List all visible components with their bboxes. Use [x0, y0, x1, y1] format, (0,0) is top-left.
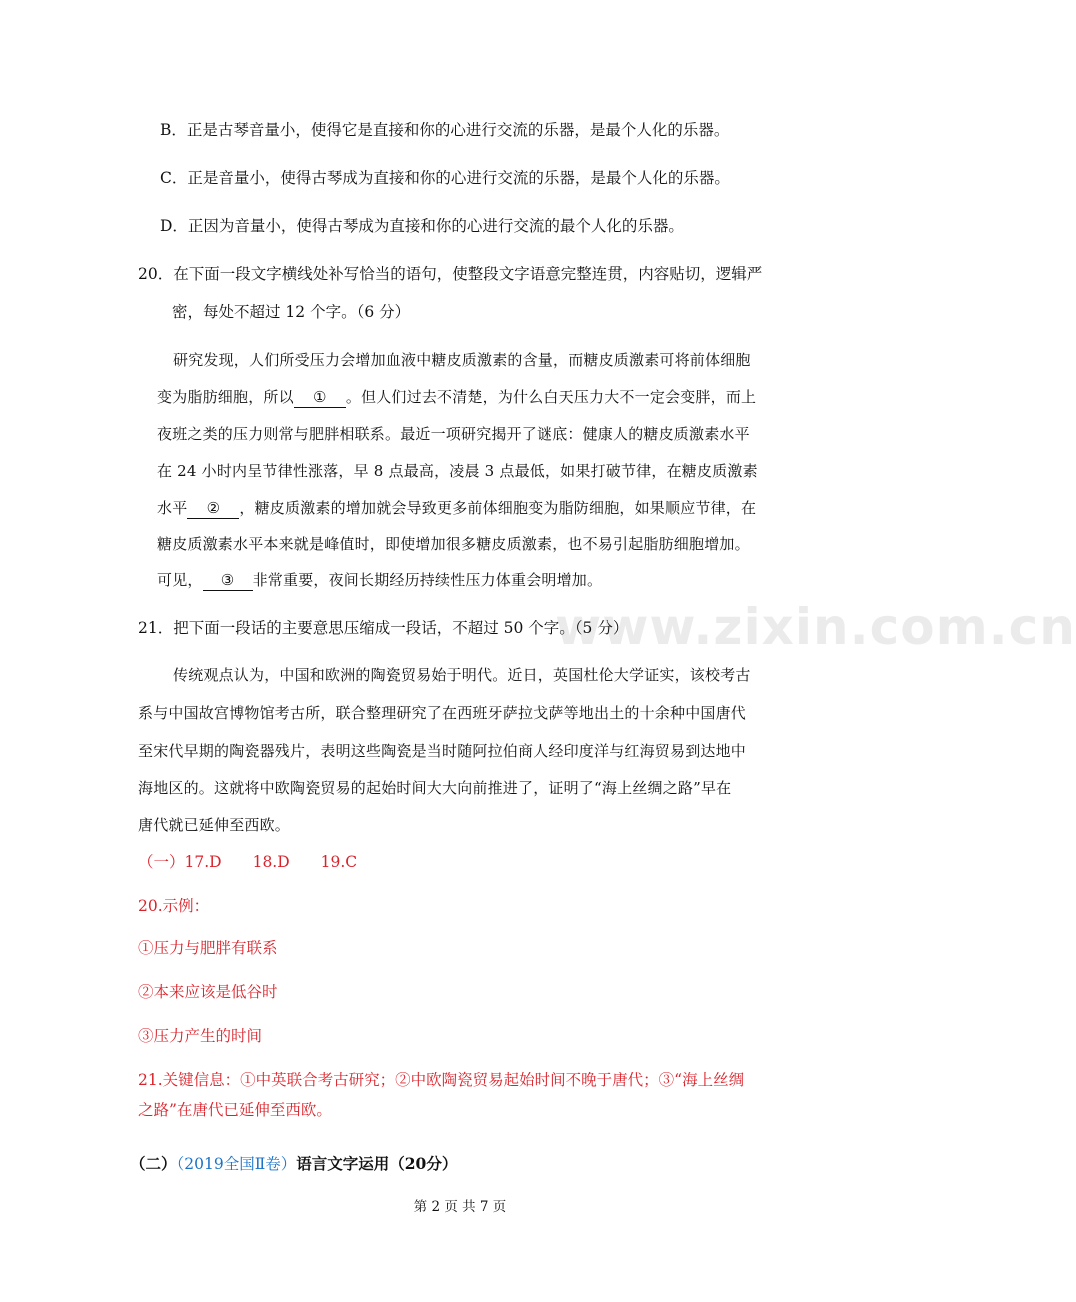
q20-text: 非常重要，夜间长期经历持续性压力体重会明增加。: [252, 571, 603, 589]
q20-passage-line: [157, 568, 602, 592]
section-two-title: 语言文字运用（20分）: [296, 1154, 458, 1173]
q21-passage-line: 唐代就已延伸至西欧。: [138, 816, 291, 834]
question-21-line1: 21．把下面一段话的主要意思压缩成一段话，不超过 50 个字。（5 分）: [138, 619, 629, 637]
q21-passage-line: 系与中国故宫博物馆考古所，联合整理研究了在西班牙萨拉戈萨等地出土的十余种中国唐代: [138, 704, 747, 722]
answer-20-item-2: ②本来应该是低谷时: [138, 983, 278, 1001]
q21-passage-line: 至宋代早期的陶瓷器残片，表明这些陶瓷是当时随阿拉伯商人经印度洋与红海贸易到达地中: [138, 742, 747, 760]
q20-passage-line: 糖皮质激素水平本来就是峰值时，即使增加很多糖皮质激素，也不易引起脂肪细胞增加。: [157, 535, 750, 553]
q20-passage-line: 研究发现，人们所受压力会增加血液中糖皮质激素的含量，而糖皮质激素可将前体细胞: [173, 351, 751, 369]
answer-21-line2: 之路”在唐代已延伸至西欧。: [138, 1101, 332, 1119]
q20-text: 水平: [157, 499, 188, 517]
q21-passage-line: 海地区的。这就将中欧陶瓷贸易的起始时间大大向前推进了，证明了“海上丝绸之路”早在: [138, 779, 732, 797]
q20-passage-line: [157, 385, 756, 409]
section-two-heading: [130, 1152, 457, 1176]
option-b: B．正是古琴音量小，使得它是直接和你的心进行交流的乐器，是最个人化的乐器。: [160, 121, 730, 139]
watermark: www.zixin.com.cn: [555, 598, 1076, 656]
section-two-source: （2019全国Ⅱ卷）: [176, 1155, 297, 1173]
section-two-prefix: （二）: [130, 1154, 177, 1173]
question-20-line1: 20．在下面一段文字横线处补写恰当的语句，使整段文字语意完整连贯，内容贴切，逻辑严: [138, 265, 763, 283]
page-footer: 第 2 页 共 7 页: [413, 1199, 507, 1215]
blank-2: ②: [187, 498, 239, 519]
q20-text: 。但人们过去不清楚，为什么白天压力大不一定会变胖，而上: [345, 388, 757, 406]
q20-passage-line: 在 24 小时内呈节律性涨落，早 8 点最高，凌晨 3 点最低，如果打破节律，在糖皮质激素: [157, 462, 758, 480]
answer-20-title: 20.示例：: [138, 897, 210, 915]
question-20-line2: 密，每处不超过 12 个字。（6 分）: [172, 303, 411, 321]
answer-21-line1: 21.关键信息：①中英联合考古研究；②中欧陶瓷贸易起始时间不晚于唐代；③“海上丝绸: [138, 1071, 745, 1089]
option-c: C．正是音量小，使得古琴成为直接和你的心进行交流的乐器，是最个人化的乐器。: [160, 169, 730, 187]
q20-passage-line: 夜班之类的压力则常与肥胖相联系。最近一项研究揭开了谜底：健康人的糖皮质激素水平: [157, 425, 750, 443]
answer-part-one: （一）17.D 18.D 19.C: [138, 853, 358, 871]
q20-text: 可见，: [157, 571, 203, 589]
q20-text: 变为脂肪细胞，所以: [157, 388, 294, 406]
blank-3: ③: [203, 570, 253, 591]
q20-text: ，糖皮质激素的增加就会导致更多前体细胞变为脂防细胞，如果顺应节律，在: [239, 499, 757, 517]
q20-passage-line: [157, 496, 756, 520]
blank-1: ①: [294, 387, 346, 408]
option-d: D．正因为音量小，使得古琴成为直接和你的心进行交流的最个人化的乐器。: [160, 217, 684, 235]
q21-passage-line: 传统观点认为，中国和欧洲的陶瓷贸易始于明代。近日，英国杜伦大学证实，该校考古: [173, 666, 751, 684]
answer-20-item-3: ③压力产生的时间: [138, 1027, 263, 1045]
answer-20-item-1: ①压力与肥胖有联系: [138, 939, 278, 957]
